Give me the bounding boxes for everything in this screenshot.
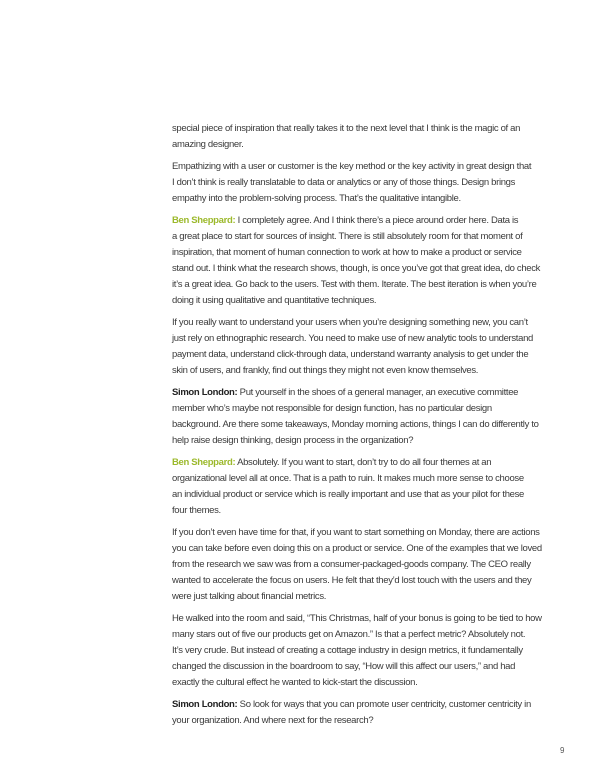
text-line (172, 525, 572, 541)
line-text: member who’s maybe not responsible for design function, has no particular design (172, 403, 492, 414)
text-line (172, 471, 572, 487)
line-text: organizational level all at once. That is a path to ruin. It makes much more sense to choose (172, 473, 524, 484)
line-text: So look for ways that you can promote user centricity, customer centricity in (237, 699, 531, 710)
paragraph (172, 315, 572, 379)
line-text: changed the discussion in the boardroom to say, “How will this affect our users,” and had (172, 661, 516, 672)
line-text: stand out. I think what the research shows, though, is once you’ve got that great idea, do check (172, 263, 541, 274)
line-text: Put yourself in the shoes of a general manager, an executive committee (237, 387, 519, 398)
line-text: I don’t think is really translatable to data or analytics or any of those things. Design brings (172, 177, 516, 188)
line-text: background. Are there some takeaways, Monday morning actions, things I can do differently to (172, 419, 539, 430)
text-line (172, 659, 572, 675)
line-text: Empathizing with a user or customer is the key method or the key activity in great design that (172, 161, 532, 172)
text-line (172, 433, 572, 449)
paragraph (172, 121, 572, 153)
line-text: a great place to start for sources of insight. There is still absolutely room for that moment of (172, 231, 523, 242)
speaker-name: Ben Sheppard: (172, 457, 236, 468)
speaker-name: Simon London: (172, 699, 238, 710)
text-line (172, 363, 572, 379)
article-body (172, 121, 572, 735)
line-text: you can take before even doing this on a product or service. One of the examples that we loved (172, 543, 542, 554)
speaker-name: Simon London: (172, 387, 238, 398)
text-line (172, 541, 572, 557)
line-text: I completely agree. And I think there’s a piece around order here. Data is (235, 215, 519, 226)
line-text: It’s very crude. But instead of creating a cottage industry in design metrics, it fundamentally (172, 645, 523, 656)
line-text: help raise design thinking, design process in the organization? (172, 435, 414, 446)
text-line (172, 713, 572, 729)
page-number: 9 (560, 746, 565, 755)
text-line (172, 643, 572, 659)
speaker-name: Ben Sheppard: (172, 215, 236, 226)
text-line (172, 611, 572, 627)
text-line (172, 589, 572, 605)
line-text: your organization. And where next for the research? (172, 715, 374, 726)
text-line (172, 347, 572, 363)
text-line (172, 417, 572, 433)
text-line (172, 573, 572, 589)
line-text: If you really want to understand your users when you’re designing something new, you can’t (172, 317, 528, 328)
line-text: special piece of inspiration that really takes it to the next level that I think is the magic of an (172, 123, 521, 134)
line-text: were just talking about financial metrics. (172, 591, 327, 602)
line-text: payment data, understand click-through data, understand warranty analysis to get under the (172, 349, 529, 360)
text-line (172, 455, 572, 471)
text-line (172, 401, 572, 417)
line-text: empathy into the problem-solving process. That’s the qualitative intangible. (172, 193, 461, 204)
text-line (172, 137, 572, 153)
line-text: it’s a great idea. Go back to the users. Test with them. Iterate. The best iteration is when you’re (172, 279, 537, 290)
paragraph (172, 159, 572, 207)
text-line (172, 277, 572, 293)
line-text: exactly the cultural effect he wanted to kick-start the discussion. (172, 677, 418, 688)
text-line (172, 675, 572, 691)
text-line (172, 315, 572, 331)
line-text: an individual product or service which is really important and use that as your pilot for these (172, 489, 525, 500)
text-line (172, 557, 572, 573)
text-line (172, 245, 572, 261)
line-text: He walked into the room and said, “This Christmas, half of your bonus is going to be tied to how (172, 613, 542, 624)
line-text: inspiration, that moment of human connection to work at how to make a product or service (172, 247, 522, 258)
line-text: many stars out of five our products get on Amazon.” Is that a perfect metric? Absolutely not. (172, 629, 526, 640)
text-line (172, 121, 572, 137)
line-text: Absolutely. If you want to start, don’t try to do all four themes at an (235, 457, 492, 468)
text-line (172, 627, 572, 643)
text-line (172, 229, 572, 245)
text-line (172, 331, 572, 347)
text-line (172, 261, 572, 277)
line-text: four themes. (172, 505, 221, 516)
paragraph (172, 525, 572, 605)
line-text: If you don’t even have time for that, if you want to start something on Monday, there are actions (172, 527, 540, 538)
line-text: wanted to accelerate the focus on users. He felt that they’d lost touch with the users and they (172, 575, 532, 586)
line-text: from the research we saw was from a consumer-packaged-goods company. The CEO really (172, 559, 531, 570)
line-text: amazing designer. (172, 139, 244, 150)
text-line (172, 293, 572, 309)
text-line (172, 487, 572, 503)
speaker-paragraph (172, 385, 572, 449)
speaker-paragraph (172, 697, 572, 729)
text-line (172, 175, 572, 191)
line-text: just rely on ethnographic research. You need to make use of new analytic tools to understand (172, 333, 533, 344)
text-line (172, 385, 572, 401)
text-line (172, 697, 572, 713)
text-line (172, 159, 572, 175)
line-text: skin of users, and frankly, find out things they might not even know themselves. (172, 365, 479, 376)
text-line (172, 213, 572, 229)
paragraph (172, 611, 572, 691)
speaker-paragraph (172, 213, 572, 309)
speaker-paragraph (172, 455, 572, 519)
line-text: doing it using qualitative and quantitative techniques. (172, 295, 377, 306)
text-line (172, 503, 572, 519)
text-line (172, 191, 572, 207)
